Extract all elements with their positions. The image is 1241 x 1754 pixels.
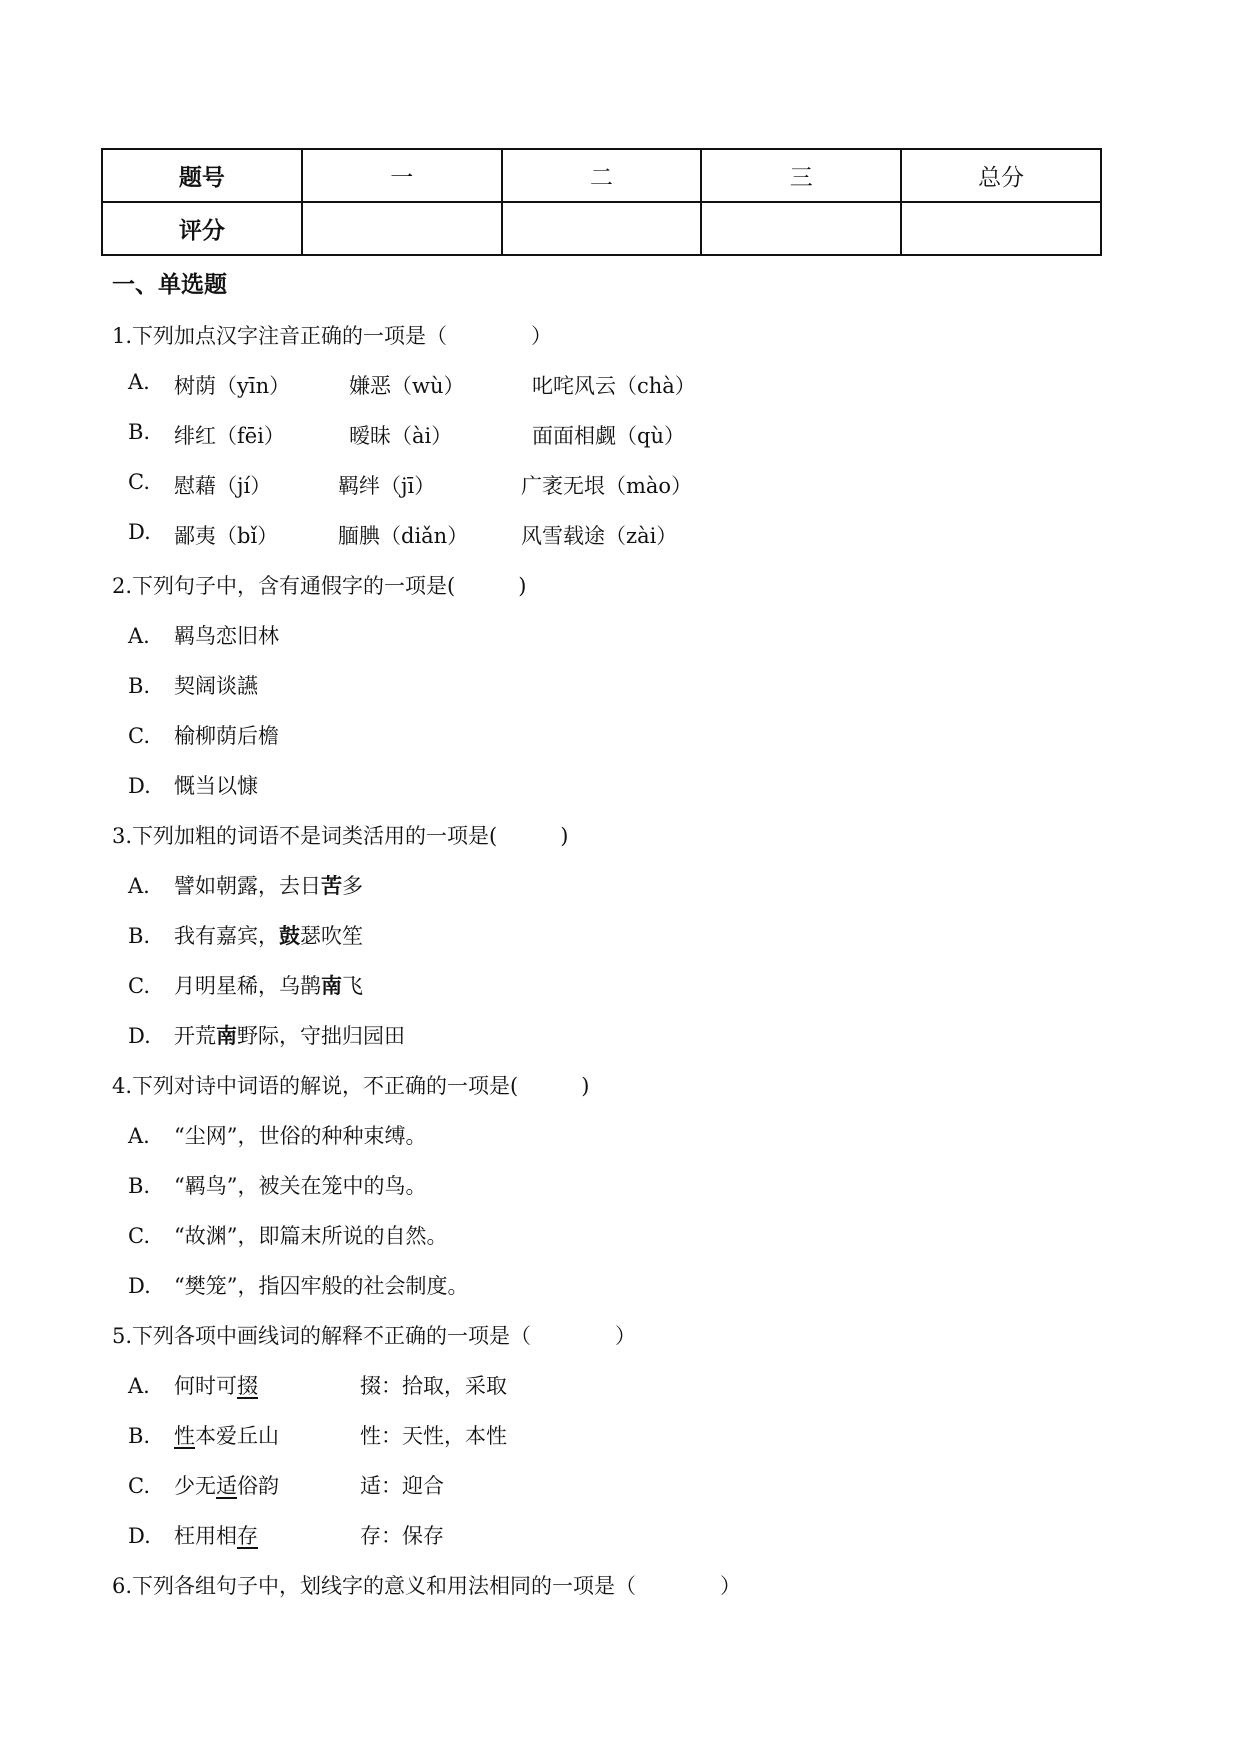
option-cell: 叱咤风云（chà） (532, 374, 696, 398)
option-row (128, 720, 279, 750)
option-label: C. (128, 724, 150, 748)
option-row (128, 1520, 728, 1550)
option-label: C. (128, 470, 150, 494)
option-label: A. (128, 874, 150, 898)
score-table-cell-empty (701, 202, 901, 255)
score-table-score-row (102, 202, 1101, 255)
option-text: 枉用相 (174, 1524, 237, 1548)
option-text: 少无 (174, 1474, 216, 1498)
option-row (128, 370, 928, 400)
option-explanation: 掇：拾取，采取 (360, 1374, 507, 1398)
score-table-header-row (102, 149, 1101, 202)
option-label: A. (128, 1374, 150, 1398)
option-text: 瑟吹笙 (300, 924, 363, 948)
option-cell: 绯红（fēi） (174, 424, 285, 448)
option-row (128, 870, 363, 900)
option-label: B. (128, 420, 151, 444)
option-row (128, 970, 363, 1000)
option-row (128, 520, 928, 550)
option-label: B. (128, 924, 151, 948)
option-text: 慨当以慷 (174, 774, 258, 798)
option-row (128, 1270, 468, 1300)
option-row (128, 620, 279, 650)
option-text: 何时可 (174, 1374, 237, 1398)
option-text: 多 (342, 874, 363, 898)
option-text: 月明星稀，乌鹊 (174, 974, 321, 998)
option-row (128, 1220, 447, 1250)
score-table-cell-empty (901, 202, 1101, 255)
option-cell: 暧昧（ài） (349, 424, 453, 448)
score-table-cell: 三 (701, 149, 901, 202)
score-table-cell: 总分 (901, 149, 1101, 202)
option-text: 我有嘉宾， (174, 924, 279, 948)
option-label: B. (128, 1174, 151, 1198)
option-label: A. (128, 370, 150, 394)
bold-word: 南 (321, 974, 342, 998)
option-label: D. (128, 1024, 151, 1048)
underlined-word: 适 (216, 1474, 237, 1498)
option-text: 俗韵 (237, 1474, 279, 1498)
option-cell: 风雪载途（zài） (521, 524, 678, 548)
option-row (128, 420, 928, 450)
bold-word: 苦 (321, 874, 342, 898)
section-title: 一、单选题 (112, 272, 227, 298)
question-stem: 2.下列句子中，含有通假字的一项是( ) (112, 574, 527, 598)
option-cell: 嫌恶（wù） (349, 374, 465, 398)
score-table-cell: 评分 (102, 202, 302, 255)
option-cell: 树荫（yīn） (174, 374, 291, 398)
option-text: “樊笼”，指囚牢般的社会制度。 (174, 1274, 469, 1298)
underlined-word: 掇 (237, 1374, 258, 1398)
option-text: 飞 (342, 974, 363, 998)
option-label: A. (128, 1124, 150, 1148)
option-row (128, 1120, 426, 1150)
option-row (128, 1470, 728, 1500)
option-label: C. (128, 1474, 150, 1498)
bold-word: 南 (216, 1024, 237, 1048)
option-label: A. (128, 624, 150, 648)
option-cell: 面面相觑（qù） (532, 424, 685, 448)
option-text: 野际，守拙归园田 (237, 1024, 405, 1048)
question-stem: 3.下列加粗的词语不是词类活用的一项是( ) (112, 824, 569, 848)
option-explanation: 性：天性，本性 (360, 1424, 507, 1448)
option-label: D. (128, 774, 151, 798)
option-explanation: 适：迎合 (360, 1474, 444, 1498)
option-explanation: 存：保存 (360, 1524, 444, 1548)
option-text: “故渊”，即篇末所说的自然。 (174, 1224, 448, 1248)
underlined-word: 存 (237, 1524, 258, 1548)
option-text: 本爱丘山 (195, 1424, 279, 1448)
option-row (128, 1370, 728, 1400)
option-cell: 羁绊（jī） (338, 474, 436, 498)
question-stem: 5.下列各项中画线词的解释不正确的一项是（ ） (112, 1324, 637, 1348)
option-row (128, 1420, 728, 1450)
option-label: B. (128, 674, 151, 698)
score-table-cell-empty (502, 202, 702, 255)
score-table-cell: 二 (502, 149, 702, 202)
option-row (128, 1020, 405, 1050)
underlined-word: 性 (174, 1424, 195, 1448)
option-label: C. (128, 974, 150, 998)
option-row (128, 770, 258, 800)
option-label: D. (128, 1524, 151, 1548)
option-text: “羁鸟”，被关在笼中的鸟。 (174, 1174, 427, 1198)
bold-word: 鼓 (279, 924, 300, 948)
option-cell: 慰藉（jí） (174, 474, 272, 498)
option-label: C. (128, 1224, 150, 1248)
score-table-cell: 一 (302, 149, 502, 202)
option-row (128, 920, 363, 950)
score-table-cell-empty (302, 202, 502, 255)
question-stem: 4.下列对诗中词语的解说，不正确的一项是( ) (112, 1074, 590, 1098)
option-label: D. (128, 1274, 151, 1298)
option-text: 契阔谈讌 (174, 674, 258, 698)
option-row (128, 470, 928, 500)
option-label: B. (128, 1424, 151, 1448)
option-row (128, 1170, 426, 1200)
option-text: 开荒 (174, 1024, 216, 1048)
option-cell: 广袤无垠（mào） (521, 474, 693, 498)
option-text: 羁鸟恋旧林 (174, 624, 279, 648)
option-cell: 腼腆（diǎn） (338, 524, 469, 548)
option-cell: 鄙夷（bǐ） (174, 524, 279, 548)
option-label: D. (128, 520, 151, 544)
score-table (101, 148, 1102, 256)
question-stem: 1.下列加点汉字注音正确的一项是（ ） (112, 324, 553, 348)
score-table-cell: 题号 (102, 149, 302, 202)
option-row (128, 670, 258, 700)
question-stem: 6.下列各组句子中，划线字的意义和用法相同的一项是（ ） (112, 1574, 742, 1598)
option-text: 榆柳荫后檐 (174, 724, 279, 748)
option-text: 譬如朝露，去日 (174, 874, 321, 898)
option-text: “尘网”，世俗的种种束缚。 (174, 1124, 427, 1148)
